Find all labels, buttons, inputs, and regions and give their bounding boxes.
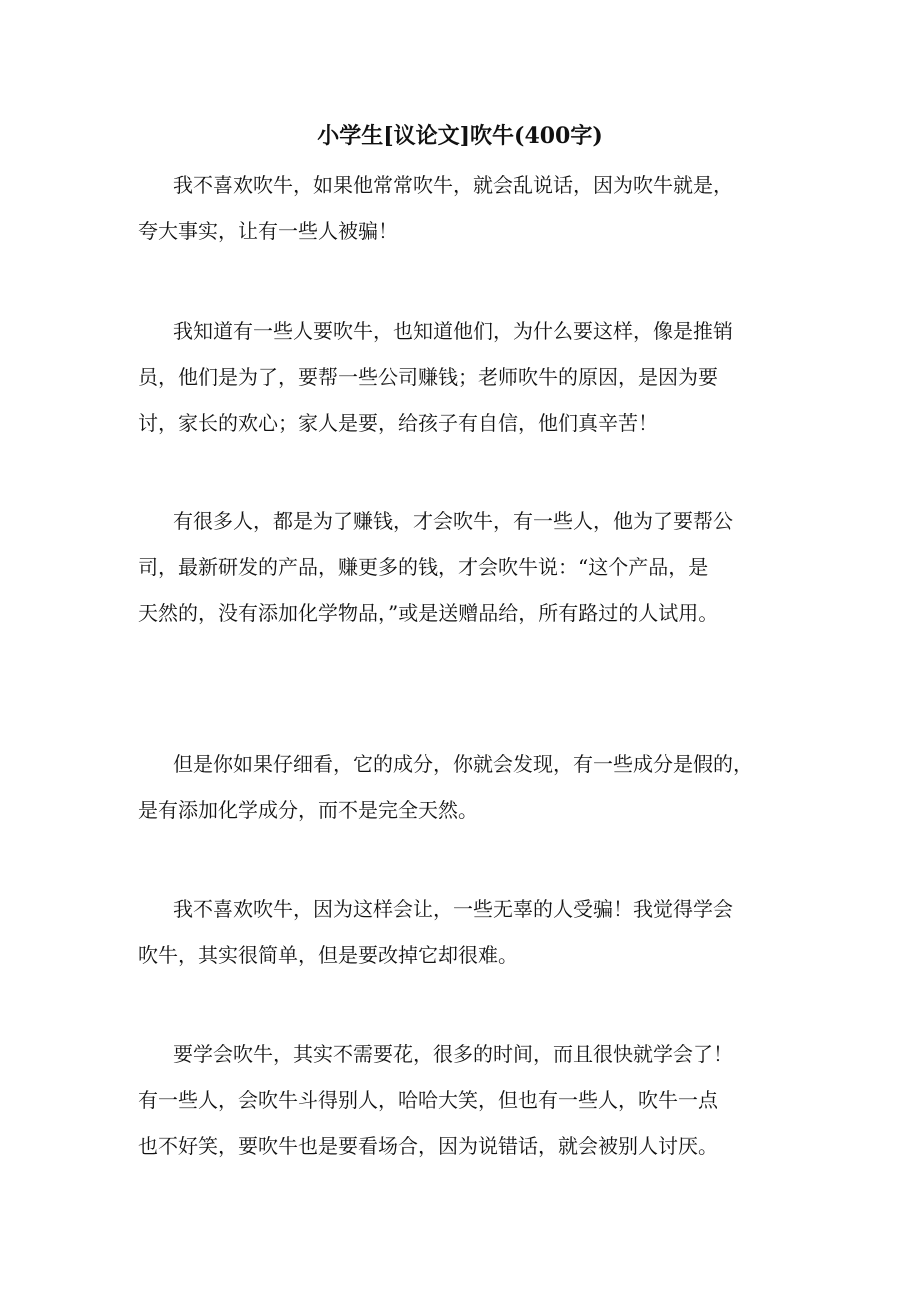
paragraph-1 <box>138 162 798 254</box>
paragraph-4 <box>138 741 798 833</box>
paragraph-2 <box>138 308 798 446</box>
paragraph-3 <box>138 498 798 636</box>
paragraph-line: 吹牛，其实很简单，但是要改掉它却很难。 <box>138 943 518 967</box>
paragraph-line: 司，最新研发的产品，赚更多的钱，才会吹牛说：“这个产品，是 <box>138 555 709 579</box>
paragraph-line: 我知道有一些人要吹牛，也知道他们，为什么要这样，像是推销 <box>173 319 733 343</box>
paragraph-line: 员，他们是为了，要帮一些公司赚钱；老师吹牛的原因，是因为要 <box>138 365 718 389</box>
paragraph-line: 有很多人，都是为了赚钱，才会吹牛，有一些人，他为了要帮公 <box>173 509 733 533</box>
paragraph-line: 天然的，没有添加化学物品，”或是送赠品给，所有路过的人试用。 <box>138 601 719 625</box>
document-title: 小学生[议论文]吹牛(400字) <box>317 123 603 149</box>
paragraph-line: 夸大事实，让有一些人被骗！ <box>138 219 398 243</box>
paragraph-5 <box>138 886 798 978</box>
paragraph-line: 有一些人，会吹牛斗得别人，哈哈大笑，但也有一些人，吹牛一点 <box>138 1088 718 1112</box>
paragraph-line: 但是你如果仔细看，它的成分，你就会发现，有一些成分是假的， <box>173 752 753 776</box>
paragraph-line: 我不喜欢吹牛，因为这样会让，一些无辜的人受骗！我觉得学会 <box>173 897 733 921</box>
paragraph-line: 要学会吹牛，其实不需要花，很多的时间，而且很快就学会了！ <box>173 1042 733 1066</box>
paragraph-line: 是有添加化学成分，而不是完全天然。 <box>138 798 478 822</box>
paragraph-line: 讨，家长的欢心；家人是要，给孩子有自信，他们真辛苦！ <box>138 411 658 435</box>
paragraph-line: 也不好笑，要吹牛也是要看场合，因为说错话，就会被别人讨厌。 <box>138 1134 718 1158</box>
paragraph-6 <box>138 1031 798 1169</box>
paragraph-line: 我不喜欢吹牛，如果他常常吹牛，就会乱说话，因为吹牛就是， <box>173 173 733 197</box>
